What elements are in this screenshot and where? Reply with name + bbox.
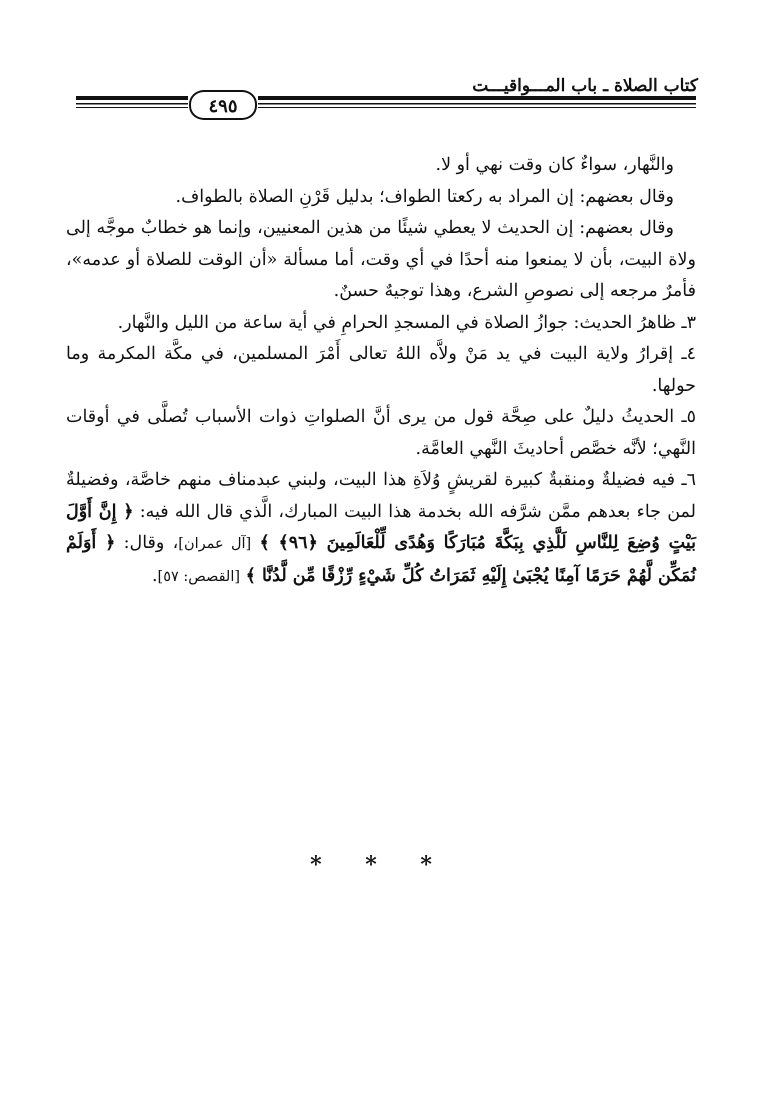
list-item-text: ٦ـ فيه فضيلةٌ ومنقبةٌ كبيرة لقريشٍ وُلاَةِ هذا البيت، ولبني عبدمناف منهم خاصَّة، وفضيلةٌ لمن جاء بعدهم ممَّن شرَّفه الله بخدمة هذا البيت المبارك، الَّذي قال الله فيه: bbox=[66, 470, 696, 522]
header-rule bbox=[76, 88, 696, 118]
list-item: ٥ـ الحديثُ دليلٌ على صِحَّة قول من يرى أنَّ الصلواتِ ذوات الأسباب تُصلَّى في أوقات النَّهي؛ لأنَّه خصَّص أحاديثَ النَّهي العامَّة. bbox=[66, 407, 696, 459]
verse-reference: [آل عمران] bbox=[178, 536, 252, 552]
quran-verse: ﴿ إِنَّ أَوَّلَ بَيْتٍ وُضِعَ لِلنَّاسِ لَلَّذِي بِبَكَّةَ مُبَارَكًا وَهُدًى لِّلْعَالَمِينَ ﴿٩٦﴾ ﴾ bbox=[66, 501, 696, 553]
paragraph: وقال بعضهم: إن الحديث لا يعطي شيئًا من هذين المعنيين، وإنما هو خطابٌ موجَّه إلى ولاة البيت، بأن لا يمنعوا منه أحدًا في أي وقت، أما مسألة «أن الوقت للصلاة أو عدمه»، فأمرٌ مرجعه إلى نصوصِ الشرع، وهذا توجيهٌ حسنٌ. bbox=[66, 218, 696, 301]
page-body bbox=[66, 150, 696, 593]
paragraph: والنَّهار، سواءٌ كان وقت نهي أو لا. bbox=[435, 155, 674, 175]
quran-verse: ﴿ أَوَلَمْ نُمَكِّن لَّهُمْ حَرَمًا آمِنًا يُجْبَىٰ إِلَيْهِ ثَمَرَاتُ كُلِّ شَيْءٍ رِّزْقًا مِّن لَّدُنَّا ﴾ bbox=[66, 533, 696, 586]
running-header-title: كتاب الصلاة ـ باب المـــواقيـــت bbox=[472, 76, 698, 96]
section-separator: * * * bbox=[310, 852, 450, 878]
connector-text: ، وقال: bbox=[123, 533, 179, 553]
verse-reference: [القصص: ٥٧] bbox=[157, 568, 241, 585]
paragraph: وقال بعضهم: إن المراد به ركعتا الطواف؛ بدليل قَرْنِ الصلاة بالطواف. bbox=[175, 186, 674, 207]
page-number: ٤٩٥ bbox=[189, 90, 257, 120]
list-item: ٤ـ إقرارُ ولاية البيت في يد مَنْ ولاَّه اللهُ تعالى أَمْرَ المسلمين، في مكَّة المكرمة وما حولها. bbox=[66, 344, 696, 396]
list-item: ٣ـ ظاهرُ الحديث: جوازُ الصلاة في المسجدِ الحرامِ في أية ساعة من الليل والنَّهار. bbox=[117, 312, 696, 333]
end-punctuation: . bbox=[151, 565, 158, 586]
list-item bbox=[66, 465, 696, 593]
